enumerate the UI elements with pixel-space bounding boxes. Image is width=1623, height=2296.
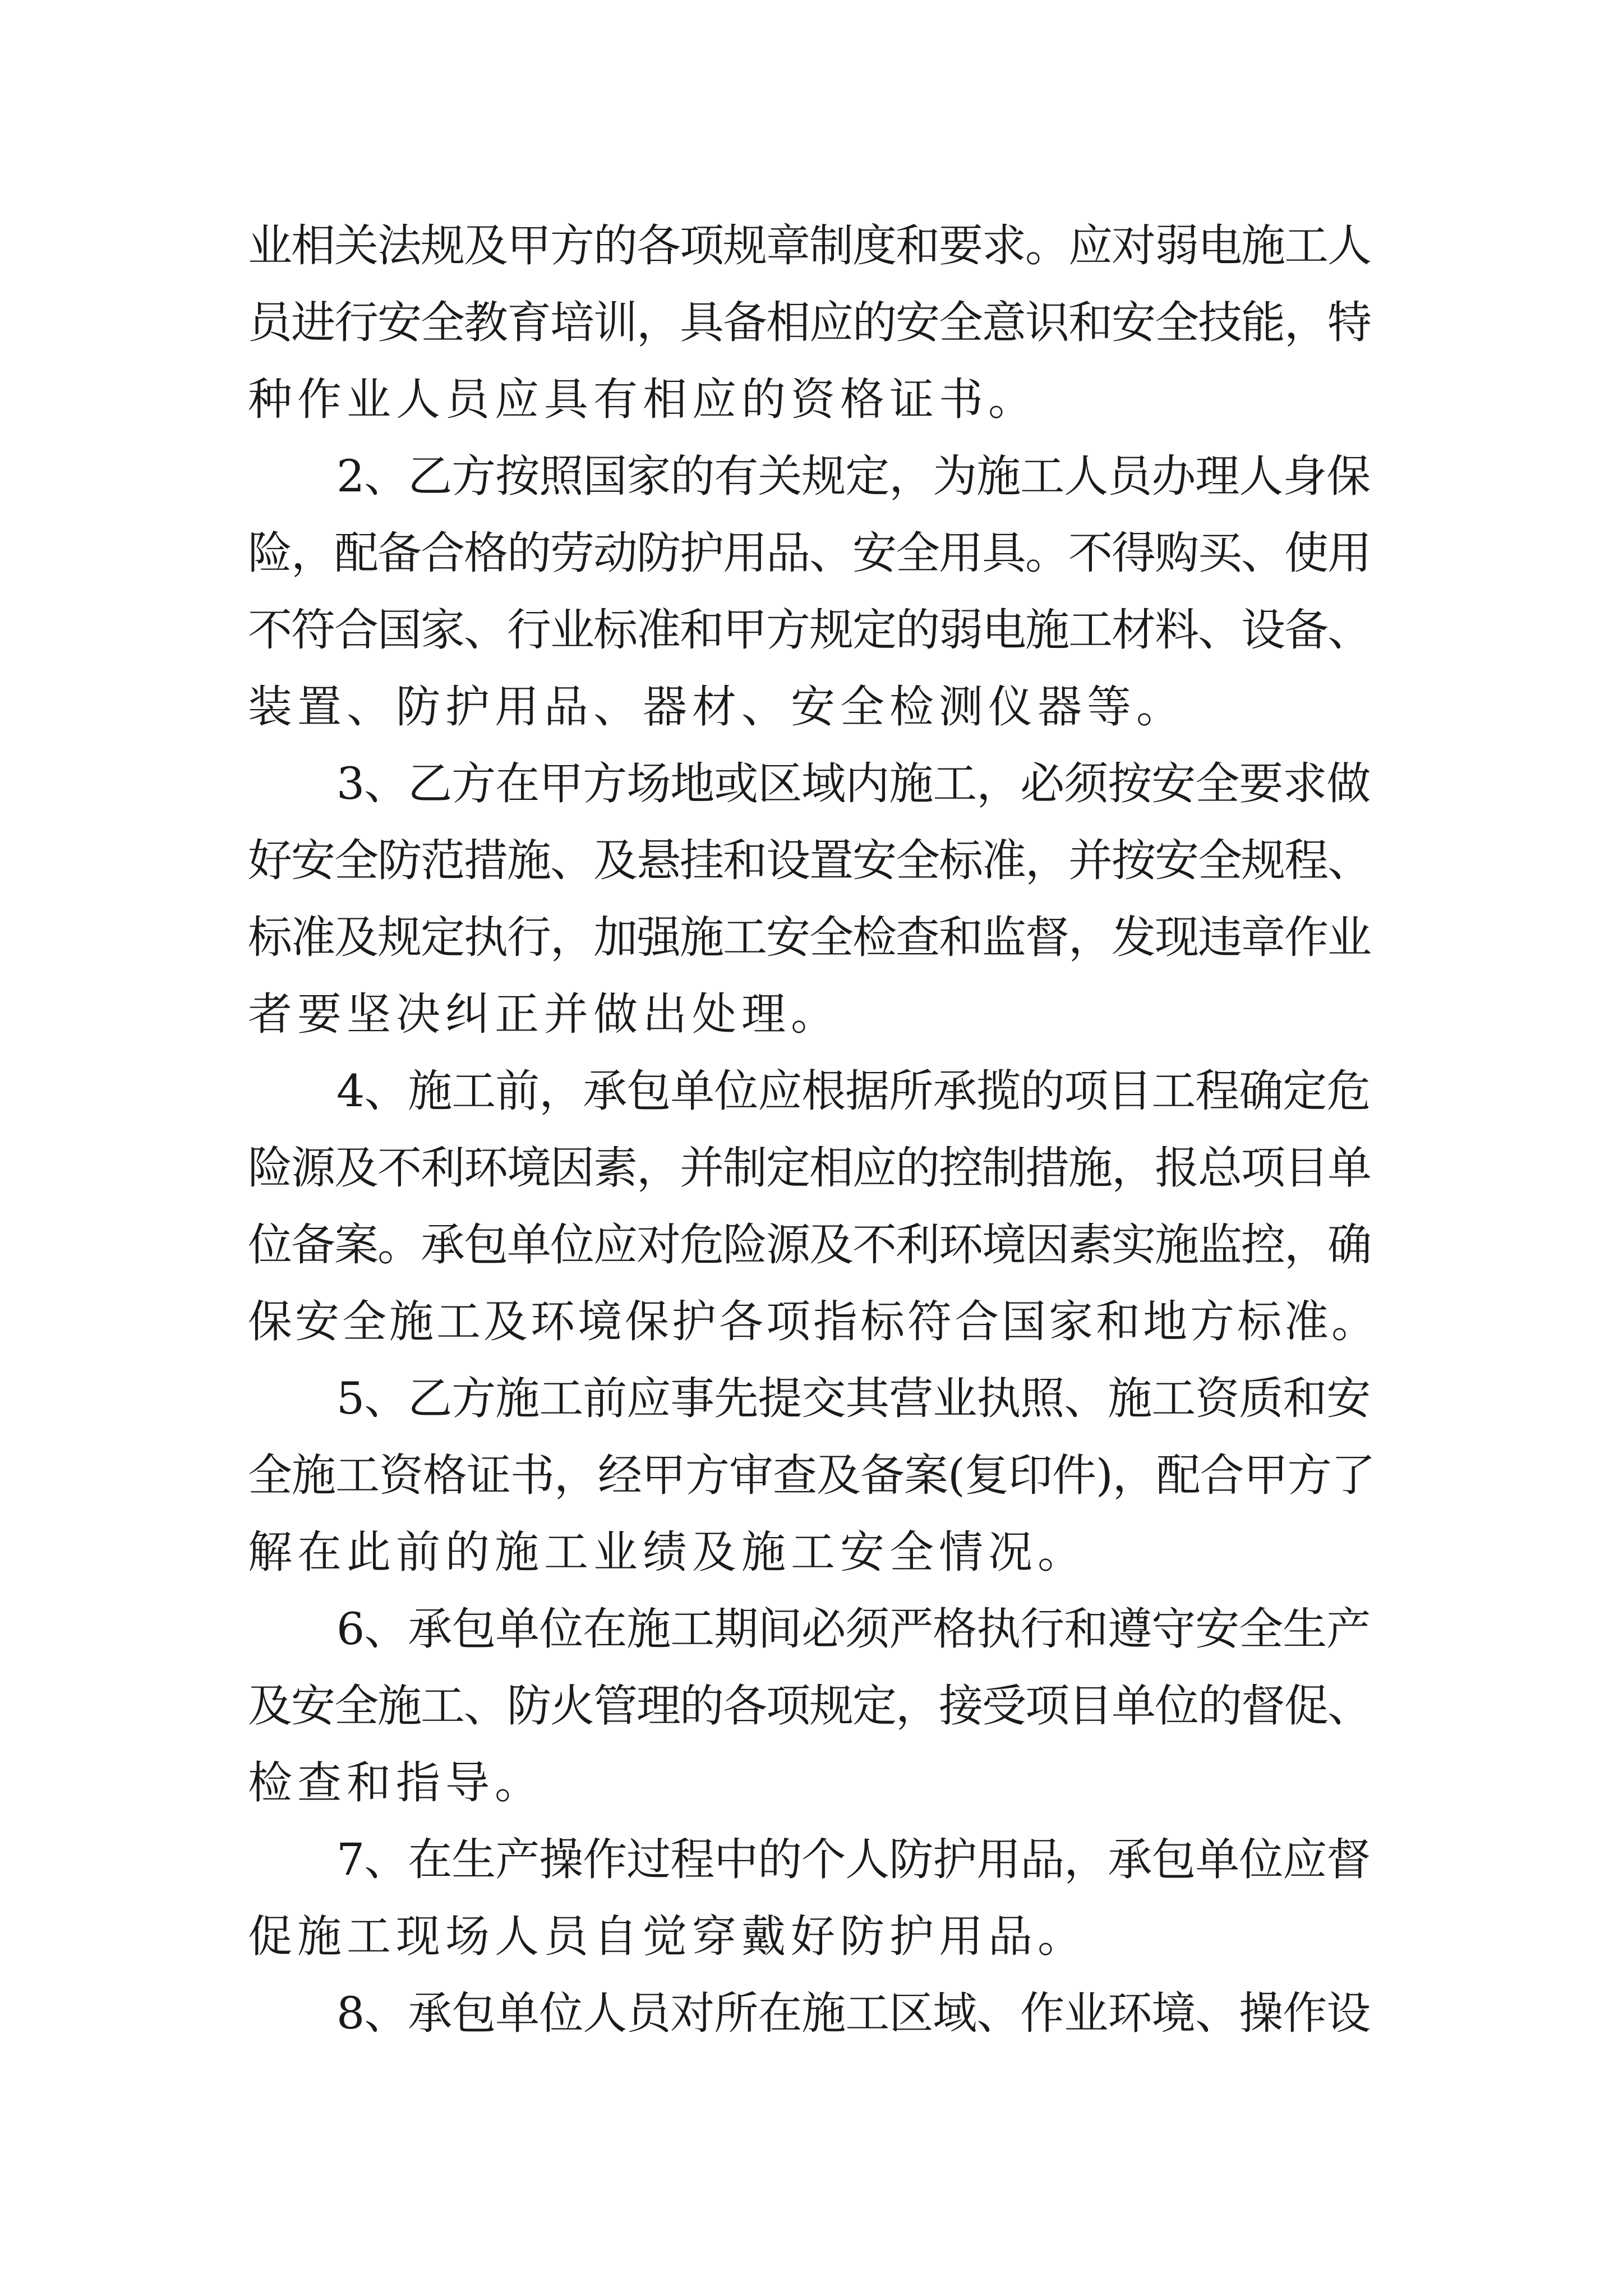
document-body: [248, 208, 1381, 2052]
paragraph-first-line: 6、承包单位在施工期间必须严格执行和遵守安全生产: [336, 1603, 1371, 1655]
text-line: 不符合国家、行业标准和甲方规定的弱电施工材料、设备、: [248, 604, 1371, 656]
paragraph-first-line: 3、乙方在甲方场地或区域内施工，必须按安全要求做: [336, 758, 1371, 809]
text-line: 装置、防护用品、器材、安全检测仪器等。: [248, 681, 1186, 733]
text-line: 保安全施工及环境保护各项指标符合国家和地方标准。: [248, 1296, 1378, 1347]
paragraph-first-line: 8、承包单位人员对所在施工区域、作业环境、操作设: [336, 1987, 1371, 2039]
text-line: 促施工现场人员自觉穿戴好防护用品。: [248, 1911, 1087, 1962]
text-line: 标准及规定执行，加强施工安全检查和监督，发现违章作业: [248, 912, 1371, 963]
text-line: 好安全防范措施、及悬挂和设置安全标准，并按安全规程、: [248, 835, 1371, 886]
text-line: 险源及不利环境因素，并制定相应的控制措施，报总项目单: [248, 1142, 1371, 1194]
text-line: 险，配备合格的劳动防护用品、安全用具。不得购买、使用: [248, 527, 1371, 579]
text-line: 检查和指导。: [248, 1757, 544, 1809]
text-line: 种作业人员应具有相应的资格证书。: [248, 374, 1038, 425]
paragraph-first-line: 2、乙方按照国家的有关规定，为施工人员办理人身保: [336, 450, 1371, 502]
paragraph-first-line: 4、施工前，承包单位应根据所承揽的项目工程确定危: [336, 1065, 1371, 1117]
text-line: 员进行安全教育培训，具备相应的安全意识和安全技能，特: [248, 297, 1371, 348]
text-line: 及安全施工、防火管理的各项规定，接受项目单位的督促、: [248, 1680, 1371, 1732]
text-line: 业相关法规及甲方的各项规章制度和要求。应对弱电施工人: [248, 220, 1371, 272]
text-line: 解在此前的施工业绩及施工安全情况。: [248, 1526, 1087, 1578]
text-line: 者要坚决纠正并做出处理。: [248, 988, 840, 1040]
text-line: 全施工资格证书，经甲方审查及备案(复印件)，配合甲方了: [248, 1450, 1375, 1501]
paragraph-first-line: 5、乙方施工前应事先提交其营业执照、施工资质和安: [336, 1373, 1371, 1424]
text-line: 位备案。承包单位应对危险源及不利环境因素实施监控，确: [248, 1219, 1371, 1271]
paragraph-first-line: 7、在生产操作过程中的个人防护用品，承包单位应督: [336, 1834, 1371, 1885]
